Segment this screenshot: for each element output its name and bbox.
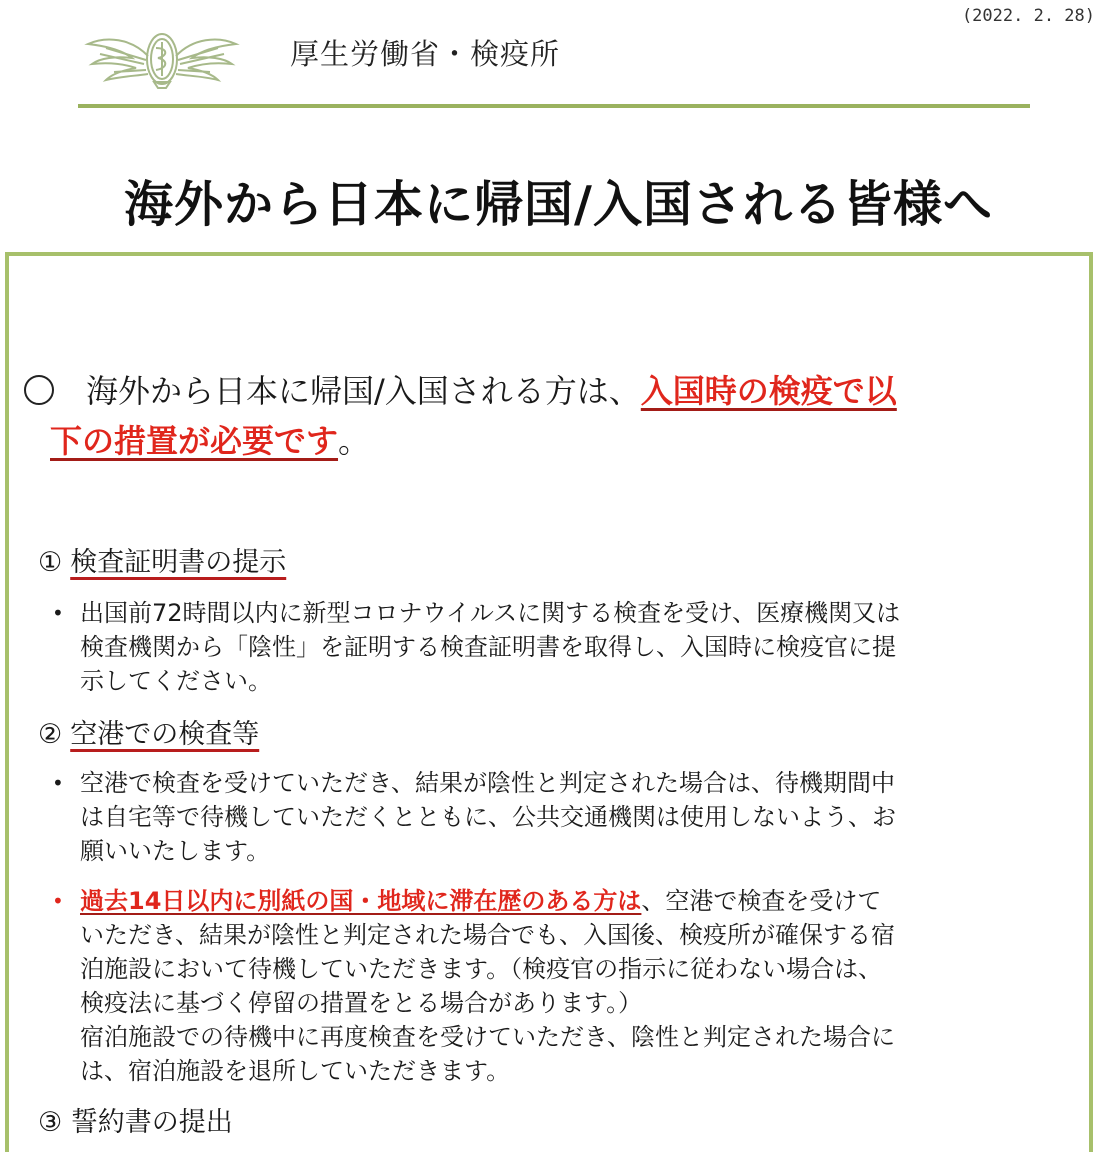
- bullet-line: いただき、結果が陰性と判定された場合でも、入国後、検疫所が確保する宿: [80, 921, 896, 949]
- bullet-dot-icon: •: [52, 889, 64, 913]
- list-item: [52, 766, 1082, 868]
- circle-bullet-icon: [24, 375, 54, 405]
- intro-highlight-a: 入国時の検疫で以: [640, 372, 897, 410]
- bullet-line: 出国前72時間以内に新型コロナウイルスに関する検査を受け、医療機関又は: [80, 599, 901, 627]
- section-number: ③: [38, 1107, 63, 1138]
- section-title: 空港での検査等: [70, 719, 260, 750]
- section-number: ①: [38, 547, 63, 578]
- section-number: ②: [38, 719, 63, 750]
- bullet-line: 検査機関から「陰性」を証明する検査証明書を取得し、入国時に検疫官に提: [80, 633, 896, 661]
- header-divider: [78, 104, 1030, 108]
- intro-highlight-b: 下の措置が必要です: [50, 422, 339, 460]
- section-heading-certificate: [38, 540, 286, 579]
- intro-prefix: 海外から日本に帰国/入国される方は、: [86, 372, 641, 410]
- bullet-line: 泊施設において待機していただきます。（検疫官の指示に従わない場合は、: [80, 955, 883, 983]
- section-heading-pledge: [38, 1100, 233, 1139]
- bullet-line: は、宿泊施設を退所していただきます。: [80, 1057, 511, 1085]
- intro-paragraph: [20, 366, 1080, 466]
- page-title: 海外から日本に帰国/入国される皆様へ: [124, 176, 993, 233]
- bullet-dot-icon: •: [52, 771, 64, 795]
- list-item: [52, 884, 1082, 1088]
- bullet-line: 示してください。: [80, 667, 272, 695]
- section-heading-airport-test: [38, 712, 259, 751]
- document-date: (2022. 2. 28): [961, 6, 1095, 26]
- bullet-line: は自宅等で待機していただくとともに、公共交通機関は使用しないよう、お: [80, 803, 896, 831]
- ministry-name: 厚生労働省・検疫所: [290, 37, 561, 71]
- bullet-highlight: 過去14日以内に別紙の国・地域に滞在歴のある方は: [80, 887, 642, 915]
- bullet-line: 願いいたします。: [80, 837, 271, 865]
- bullet-line: 宿泊施設での待機中に再度検査を受けていただき、陰性と判定された場合に: [80, 1023, 896, 1051]
- intro-suffix: 。: [338, 422, 371, 460]
- section-title: 検査証明書の提示: [70, 547, 287, 578]
- bullet-line: 、空港で検査を受けて: [641, 887, 882, 915]
- bullet-dot-icon: •: [52, 601, 64, 625]
- section-title: 誓約書の提出: [70, 1107, 233, 1138]
- bullet-line: 検疫法に基づく停留の措置をとる場合があります。）: [80, 989, 643, 1017]
- quarantine-wing-emblem-icon: [86, 26, 238, 92]
- bullet-line: 空港で検査を受けていただき、結果が陰性と判定された場合は、待機期間中: [80, 769, 896, 797]
- list-item: [52, 596, 1082, 698]
